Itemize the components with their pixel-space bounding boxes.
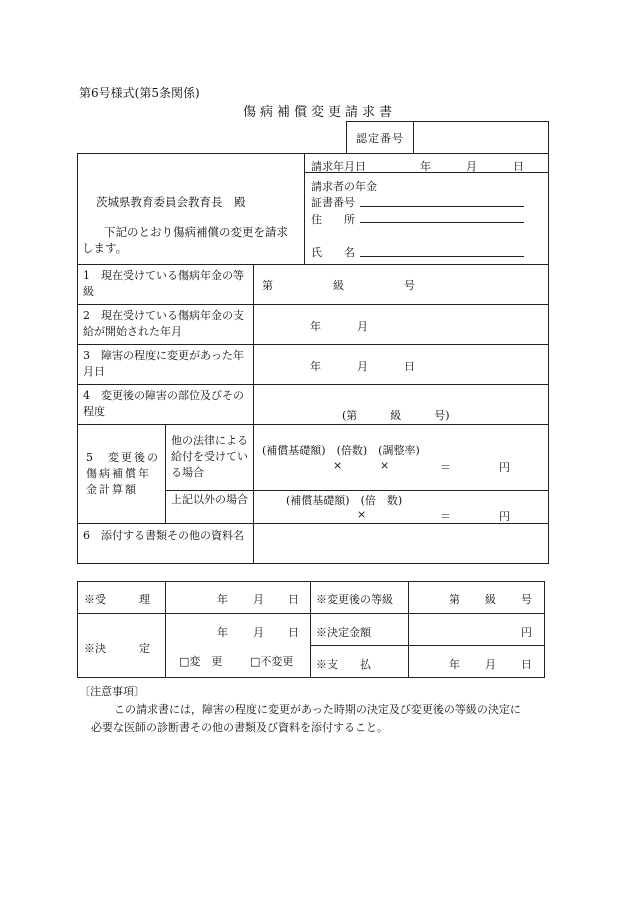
cert-label: 認定番号 <box>356 132 404 145</box>
office-grade-label: ※変更後の等級 <box>316 593 393 606</box>
item3-month: 月 <box>357 360 368 373</box>
checkbox-change[interactable]: □変 更 <box>179 655 223 668</box>
notes-line2: 必要な医師の診断書その他の書類及び資料を添付すること。 <box>91 721 388 734</box>
checkbox-nochange[interactable]: □不変更 <box>250 655 294 668</box>
item5a-label: 他の法律による給付を受けている場合 <box>171 434 248 479</box>
payment-year: 年 <box>449 658 460 671</box>
request-month: 月 <box>466 160 477 173</box>
item4-label: 4 変更後の障害の部位及びその程度 <box>83 389 244 418</box>
office-grade-kyu: 級 <box>485 593 496 606</box>
item6-label: 6 添付する書類その他の資料名 <box>83 529 244 542</box>
item1-dai: 第 <box>262 279 273 292</box>
payment-day: 日 <box>521 658 532 671</box>
item5-label: 5 変更後の傷病補償年金計算額 <box>86 451 160 496</box>
item3-year: 年 <box>310 360 321 373</box>
addressee: 茨城県教育委員会教育長 殿 <box>96 195 246 209</box>
item2-year: 年 <box>310 320 321 333</box>
item1-kyu: 級 <box>333 279 344 292</box>
item5a-formula: (補償基礎額) (倍数) (調整率) <box>262 444 420 457</box>
notes-line1: この請求書には，障害の程度に変更があった時期の決定及び変更後の等級の決定に <box>114 703 521 716</box>
name-label: 氏 名 <box>311 246 355 259</box>
decision-day: 日 <box>288 626 299 639</box>
item5a-times1: × <box>333 459 343 472</box>
item5b-label: 上記以外の場合 <box>171 493 248 506</box>
office-grade-dai: 第 <box>449 593 460 606</box>
payment-month: 月 <box>485 658 496 671</box>
item1-label: 1 現在受けている傷病年金の等級 <box>83 269 244 298</box>
office-amount-label: ※決定金額 <box>316 626 371 639</box>
decision-year: 年 <box>217 626 228 639</box>
pension-label: 請求者の年金 <box>311 180 377 193</box>
page-title: 傷病補償変更請求書 <box>243 105 397 120</box>
item3-day: 日 <box>404 360 415 373</box>
cert-no-label: 証書番号 <box>311 196 355 209</box>
item5b-yen: 円 <box>499 510 510 523</box>
office-payment-label: ※支 払 <box>316 658 371 671</box>
request-year: 年 <box>420 160 431 173</box>
receipt-day: 日 <box>288 593 299 606</box>
intro-text: 下記のとおり傷病補償の変更を請求します。 <box>82 225 288 255</box>
decision-month: 月 <box>253 626 264 639</box>
item5b-equals: ＝ <box>440 510 451 523</box>
office-amount-yen: 円 <box>521 626 532 639</box>
office-decision-label: ※決 定 <box>84 642 150 655</box>
item5b-formula: (補償基礎額) (倍 数) <box>286 494 403 507</box>
item1-go: 号 <box>404 279 415 292</box>
request-day: 日 <box>513 160 524 173</box>
item5a-times2: × <box>380 459 390 472</box>
item4-grade: (第 級 号) <box>342 409 450 422</box>
request-date-label: 請求年月日 <box>311 160 366 173</box>
item5b-times: × <box>357 508 367 521</box>
item5a-yen: 円 <box>499 461 510 474</box>
receipt-month: 月 <box>253 593 264 606</box>
item2-month: 月 <box>357 320 368 333</box>
receipt-year: 年 <box>217 593 228 606</box>
item5a-equals: ＝ <box>440 461 451 474</box>
notes-heading: 〔注意事項〕 <box>79 685 145 698</box>
item2-label: 2 現在受けている傷病年金の支給が開始された年月 <box>83 309 244 338</box>
office-receipt-label: ※受 理 <box>84 593 150 606</box>
office-grade-go: 号 <box>521 593 532 606</box>
address-label: 住 所 <box>311 213 355 226</box>
item3-label: 3 障害の程度に変更があった年月日 <box>83 349 244 378</box>
form-number: 第6号様式(第5条関係) <box>79 86 200 100</box>
